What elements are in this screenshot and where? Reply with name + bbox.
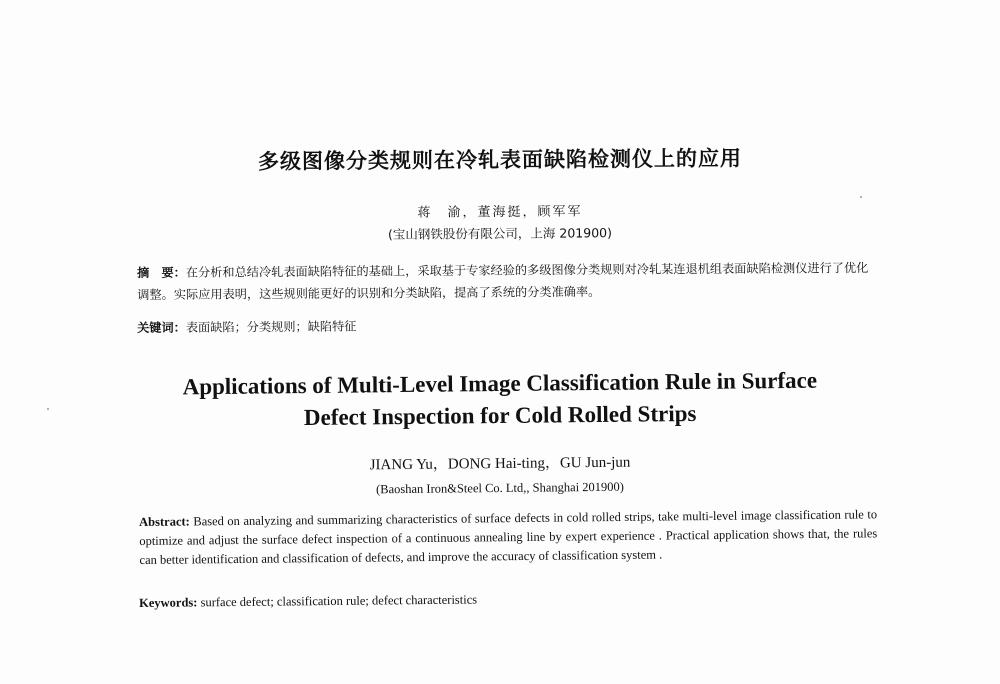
chinese-affiliation: (宝山钢铁股份有限公司，上海 201900): [387, 225, 613, 242]
english-abstract: [139, 505, 878, 570]
english-title-line-1: Applications of Multi-Level Image Classification Rule in Surface: [182, 367, 818, 400]
chinese-abstract: [137, 257, 872, 306]
english-title-line-2: Defect Inspection for Cold Rolled Strips: [303, 400, 697, 431]
scan-speck: [47, 408, 49, 410]
chinese-keywords: [137, 312, 872, 339]
english-keywords-label: Keywords:: [139, 595, 198, 610]
chinese-abstract-label: 摘 要：: [137, 265, 186, 280]
chinese-authors: 蒋 渝，董海挺，顾军军: [417, 204, 583, 221]
chinese-title: 多级图像分类规则在冷轧表面缺陷检测仪上的应用: [257, 146, 743, 174]
english-keywords-text: surface defect; classification rule; defect characteristics: [200, 592, 478, 610]
english-keywords: [139, 586, 877, 613]
scan-speck: [860, 196, 862, 198]
chinese-abstract-text: 在分析和总结冷轧表面缺陷特征的基础上，采取基于专家经验的多级图像分类规则对冷轧某连退机组表面缺陷检测仪进行了优化调整。实际应用表明，这些规则能更好的识别和分类缺陷，提高了系统的分类准确率。: [137, 260, 869, 302]
english-title: [0, 363, 1000, 437]
english-authors: JIANG Yu，DONG Hai-ting，GU Jun-jun: [369, 454, 631, 474]
chinese-keywords-label: 关键词：: [137, 320, 186, 335]
english-abstract-label: Abstract:: [139, 514, 190, 529]
english-abstract-text: Based on analyzing and summarizing characteristics of surface defects in cold rolled strips, take multi-level image classification rule to optimize and adjust the surface defect inspection of a continuous annealing line by expert experience . Practical application shows that, the rules can better identification and classification of defects, and improve the accuracy of classification system .: [139, 507, 878, 567]
english-affiliation: (Baoshan Iron&Steel Co. Ltd,, Shanghai 201900): [375, 479, 624, 497]
chinese-keywords-text: 表面缺陷；分类规则；缺陷特征: [185, 319, 357, 335]
